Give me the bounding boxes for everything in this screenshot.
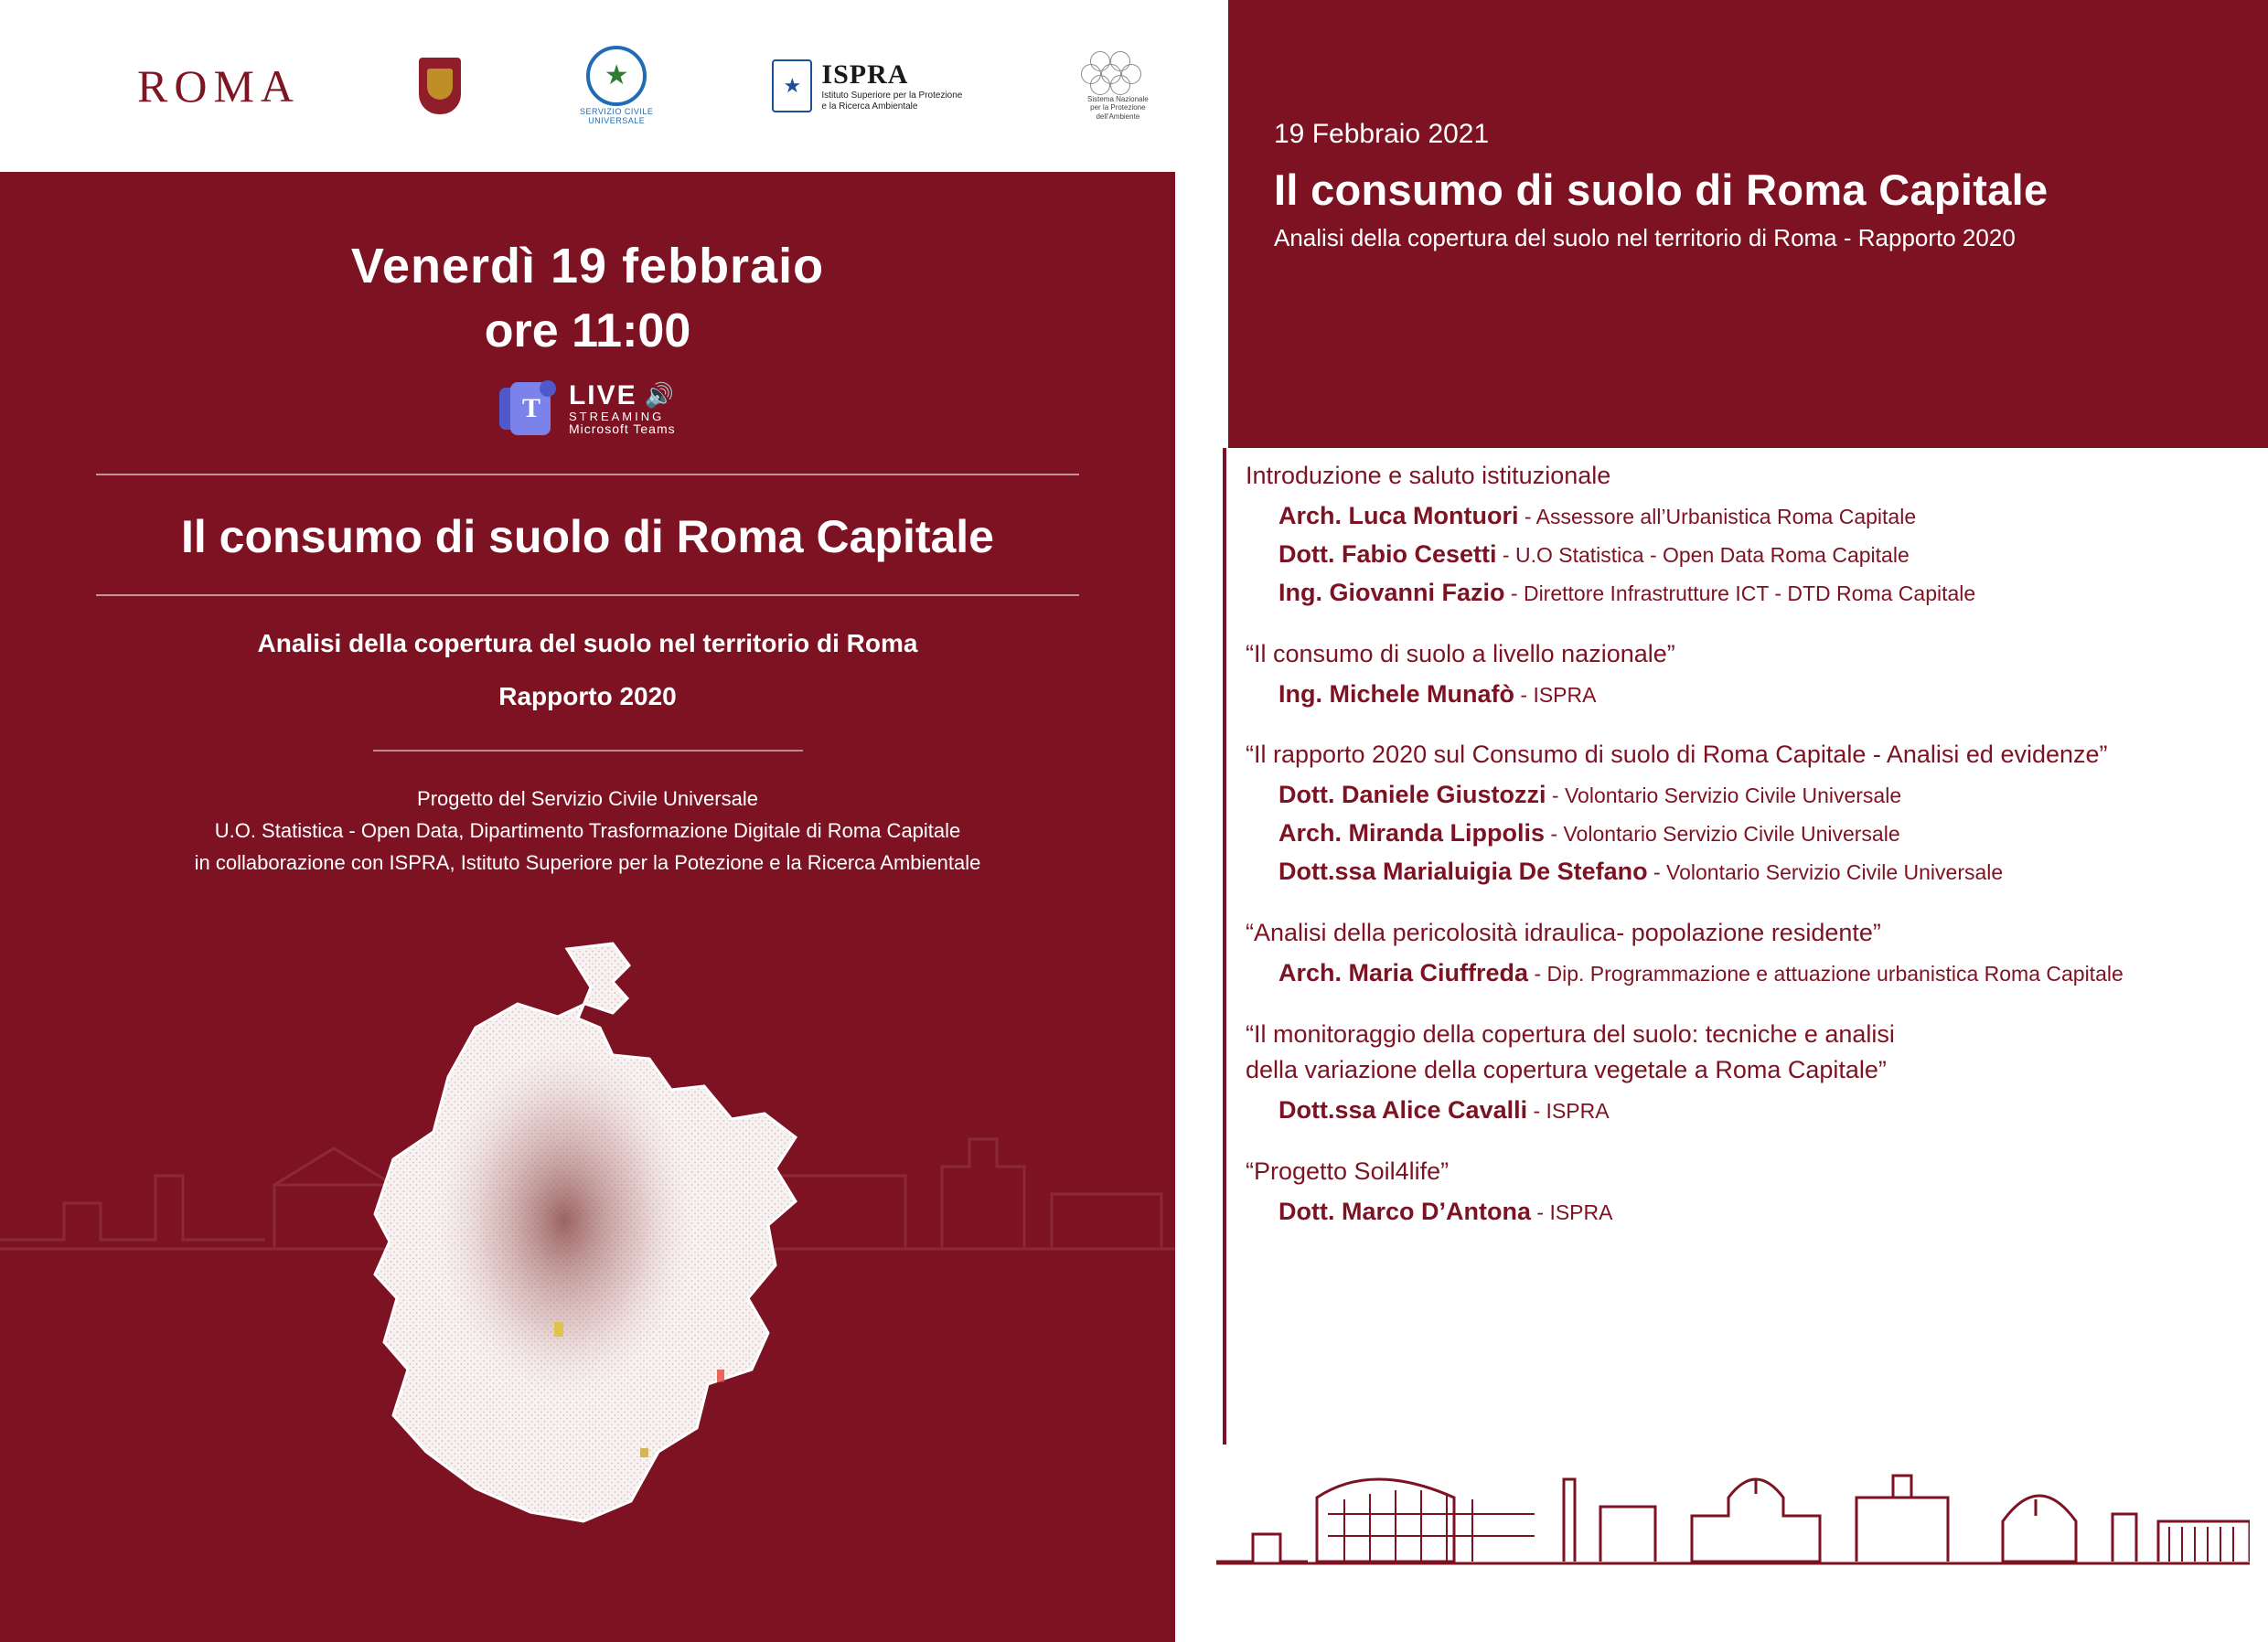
- snpa-label-line1: Sistema Nazionale: [1087, 94, 1149, 103]
- teams-live-badge: [0, 380, 1175, 437]
- rome-map-shape: [338, 940, 887, 1525]
- speaker-entry: [1278, 815, 2261, 853]
- ispra-fullname-line1: Istituto Superiore per la Protezione: [821, 90, 963, 101]
- left-event-title: Il consumo di suolo di Roma Capitale: [181, 511, 994, 562]
- left-red-panel: [0, 172, 1175, 1642]
- snpa-hexagon-icon: [1081, 51, 1154, 93]
- block-heading: “Il rapporto 2020 sul Consumo di suolo di Roma Capitale - Analisi ed evidenze”: [1246, 741, 2108, 769]
- speaker-name: Dott.ssa Alice Cavalli: [1278, 1095, 1528, 1124]
- divider-top: [96, 474, 1079, 475]
- speaker-entry: [1278, 536, 2261, 574]
- speaker-name: Ing. Giovanni Fazio: [1278, 578, 1505, 606]
- credit-line-1: Progetto del Servizio Civile Universale: [417, 787, 758, 810]
- block-heading-line2: della variazione della copertura vegetale a Roma Capitale”: [1246, 1055, 1887, 1083]
- speaker-role: - Assessore all’Urbanistica Roma Capitale: [1518, 505, 1917, 528]
- block-heading: Introduzione e saluto istituzionale: [1246, 462, 1611, 489]
- servizio-civile-universale-logo: [580, 46, 653, 126]
- right-event-title: Il consumo di suolo di Roma Capitale: [1274, 165, 2049, 214]
- divider-middle: [96, 594, 1079, 596]
- speaker-role: - ISPRA: [1531, 1200, 1613, 1224]
- scu-label-line1: SERVIZIO CIVILE: [580, 107, 654, 117]
- credit-line-2: U.O. Statistica - Open Data, Dipartimento Trasformazione Digitale di Roma Capitale: [214, 819, 961, 843]
- block-heading: “Analisi della pericolosità idraulica- popolazione residente”: [1246, 918, 1881, 946]
- speaker-role: - Direttore Infrastrutture ICT - DTD Roma Capitale: [1504, 581, 1976, 605]
- speaker-entry: [1278, 1193, 2261, 1232]
- scu-label-line2: UNIVERSALE: [588, 116, 646, 125]
- block-heading: “Progetto Soil4life”: [1246, 1157, 1450, 1185]
- programme-block: [1246, 919, 2261, 993]
- speaker-name: Dott. Fabio Cesetti: [1278, 539, 1497, 568]
- snpa-label-line2: per la Protezione: [1090, 103, 1146, 112]
- speaker-role: - U.O Statistica - Open Data Roma Capitale: [1496, 542, 1910, 567]
- speaker-role: - Volontario Servizio Civile Universale: [1647, 860, 2004, 885]
- programme-list: [1246, 462, 2261, 1258]
- teams-platform-label: Microsoft Teams: [568, 421, 676, 437]
- speaker-name: Dott.ssa Marialuigia De Stefano: [1278, 858, 1648, 886]
- programme-block: [1246, 1020, 2261, 1130]
- speaker-role: - Dip. Programmazione e attuazione urbanistica Roma Capitale: [1528, 961, 2124, 986]
- ispra-emblem-icon: [772, 59, 812, 112]
- event-time: ore 11:00: [484, 304, 691, 357]
- speaker-name: Ing. Michele Munafò: [1278, 679, 1515, 708]
- programme-block: [1246, 462, 2261, 613]
- rome-skyline-illustration: [1216, 1406, 2250, 1589]
- divider-short: [373, 750, 803, 752]
- speaker-entry: [1278, 497, 2261, 536]
- left-event-subtitle: Analisi della copertura del suolo nel territorio di Roma: [257, 629, 918, 657]
- speaker-name: Arch. Maria Ciuffreda: [1278, 958, 1529, 986]
- speaker-name: Dott. Marco D’Antona: [1278, 1197, 1531, 1225]
- programme-block: [1246, 741, 2261, 891]
- block-heading: “Il consumo di suolo a livello nazionale”: [1246, 639, 1675, 667]
- speaker-entry: [1278, 853, 2261, 891]
- right-event-subtitle: Analisi della copertura del suolo nel territorio di Roma - Rapporto 2020: [1274, 224, 2016, 251]
- left-event-report: Rapporto 2020: [498, 682, 677, 710]
- credit-line-3: in collaborazione con ISPRA, Istituto Superiore per la Potezione e la Ricerca Ambientale: [194, 851, 981, 875]
- programme-block: [1246, 640, 2261, 714]
- speaker-role: - ISPRA: [1514, 682, 1597, 707]
- ispra-acronym: ISPRA: [821, 59, 909, 90]
- ispra-fullname-line2: e la Ricerca Ambientale: [821, 101, 918, 112]
- event-date: 19 Febbraio 2021: [1274, 119, 1490, 149]
- logo-bar: [0, 0, 1175, 172]
- programme-vertical-rule: [1223, 448, 1226, 1445]
- teams-streaming-label: STREAMING: [568, 409, 665, 423]
- snpa-logo: [1081, 51, 1154, 122]
- credits-block: [0, 783, 1175, 880]
- block-heading: “Il monitoraggio della copertura del suolo: tecniche e analisi: [1246, 1019, 1895, 1048]
- programme-block: [1246, 1157, 2261, 1232]
- speaker-entry: [1278, 676, 2261, 714]
- ispra-logo: [772, 59, 962, 113]
- rome-territory-map: [338, 940, 887, 1525]
- speaker-entry: [1278, 776, 2261, 815]
- programma-heading: Programma: [1274, 373, 1418, 409]
- snpa-label-line3: dell'Ambiente: [1096, 112, 1140, 121]
- speaker-wave-icon: 🔊: [644, 381, 677, 410]
- event-datetime: [0, 238, 1175, 358]
- event-day: Venerdì 19 febbraio: [350, 239, 825, 293]
- speaker-role: - ISPRA: [1527, 1098, 1610, 1123]
- roma-coat-of-arms-icon: [419, 58, 461, 114]
- speaker-entry: [1278, 1092, 2261, 1130]
- speaker-name: Arch. Miranda Lippolis: [1278, 819, 1546, 848]
- teams-live-label: LIVE: [568, 380, 637, 411]
- speaker-entry: [1278, 954, 2261, 993]
- speaker-role: - Volontario Servizio Civile Universale: [1545, 822, 1900, 847]
- microsoft-teams-icon: T: [499, 380, 556, 437]
- speaker-name: Arch. Luca Montuori: [1278, 502, 1519, 529]
- speaker-entry: [1278, 574, 2261, 613]
- scu-star-icon: [586, 46, 647, 106]
- roma-wordmark-logo: ROMA: [137, 60, 301, 112]
- speaker-name: Dott. Daniele Giustozzi: [1278, 781, 1546, 809]
- speaker-role: - Volontario Servizio Civile Universale: [1546, 784, 1902, 808]
